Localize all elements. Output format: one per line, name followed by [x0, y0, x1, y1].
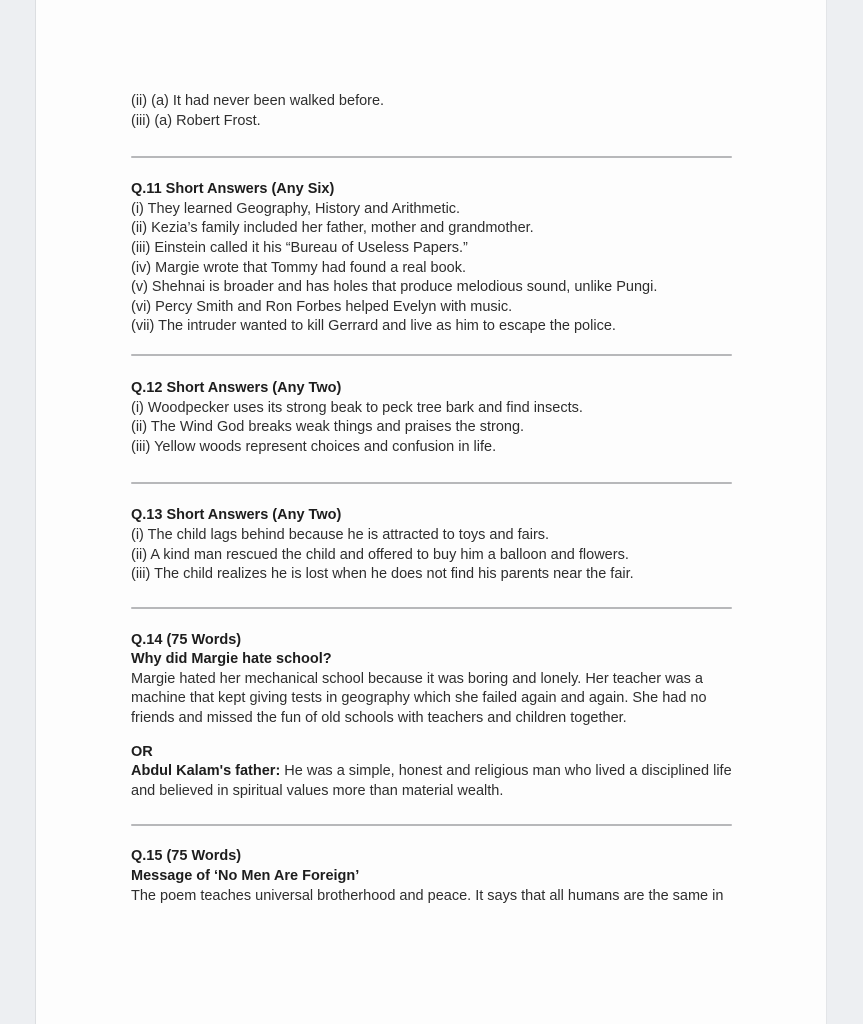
section-divider [131, 482, 732, 484]
answer-paragraph-line: and believed in spiritual values more than material wealth. [131, 782, 504, 799]
answer-lead-rest: He was a simple, honest and religious man who lived a disciplined life [280, 763, 732, 780]
answer-line: (vi) Percy Smith and Ron Forbes helped Evelyn with music. [131, 298, 513, 315]
answer-paragraph-line [131, 762, 739, 782]
answer-line: (iii) Yellow woods represent choices and confusion in life. [131, 438, 497, 455]
section-divider [131, 354, 732, 356]
answer-paragraph-line: Margie hated her mechanical school because it was boring and lonely. Her teacher was a [131, 670, 703, 687]
question-15-heading: Q.15 (75 Words) [131, 848, 242, 865]
answer-line: (i) Woodpecker uses its strong beak to peck tree bark and find insects. [131, 399, 583, 416]
answer-line: (vii) The intruder wanted to kill Gerrard and live as him to escape the police. [131, 318, 616, 335]
answer-line: (ii) Kezia’s family included her father, mother and grandmother. [131, 220, 534, 237]
answer-line: (iii) (a) Robert Frost. [131, 112, 261, 129]
document-content [131, 0, 739, 906]
answer-line: (ii) The Wind God breaks weak things and praises the strong. [131, 419, 525, 436]
answer-line: (ii) (a) It had never been walked before. [131, 93, 385, 109]
question-13-block [131, 506, 739, 584]
answer-line: (i) They learned Geography, History and Arithmetic. [131, 200, 461, 217]
document-page [35, 0, 827, 1024]
section-divider [131, 824, 732, 826]
answer-paragraph-line: The poem teaches universal brotherhood and peace. It says that all humans are the same in [131, 887, 724, 904]
answer-paragraph-line: friends and missed the fun of old schools with teachers and children together. [131, 710, 627, 727]
answer-lead-label: Abdul Kalam's father: [131, 763, 281, 780]
question-11-block [131, 180, 739, 337]
question-11-heading: Q.11 Short Answers (Any Six) [131, 181, 335, 198]
question-13-heading: Q.13 Short Answers (Any Two) [131, 507, 342, 524]
section-divider [131, 156, 732, 158]
answer-line: (iii) The child realizes he is lost when he does not find his parents near the fair. [131, 566, 634, 583]
question-12-heading: Q.12 Short Answers (Any Two) [131, 379, 342, 396]
answer-line: (i) The child lags behind because he is attracted to toys and fairs. [131, 526, 550, 543]
question-12-block [131, 379, 739, 457]
answer-line: (ii) A kind man rescued the child and offered to buy him a balloon and flowers. [131, 546, 629, 563]
answer-line: (v) Shehnai is broader and has holes that produce melodious sound, unlike Pungi. [131, 279, 658, 296]
answer-line: (iv) Margie wrote that Tommy had found a real book. [131, 259, 467, 276]
question-14-heading: Q.14 (75 Words) [131, 631, 242, 648]
question-14-subheading: Why did Margie hate school? [131, 651, 332, 668]
answer-line: (iii) Einstein called it his “Bureau of Useless Papers.” [131, 239, 468, 256]
or-label: OR [131, 743, 153, 760]
question-14-block [131, 631, 739, 729]
question-14-or-block [131, 743, 739, 802]
question-15-block [131, 847, 739, 906]
previous-answers-block [131, 92, 739, 131]
section-divider [131, 607, 732, 609]
question-15-subheading: Message of ‘No Men Are Foreign’ [131, 868, 360, 885]
answer-paragraph-line: machine that kept giving tests in geography which she failed again and again. She had no [131, 690, 707, 707]
